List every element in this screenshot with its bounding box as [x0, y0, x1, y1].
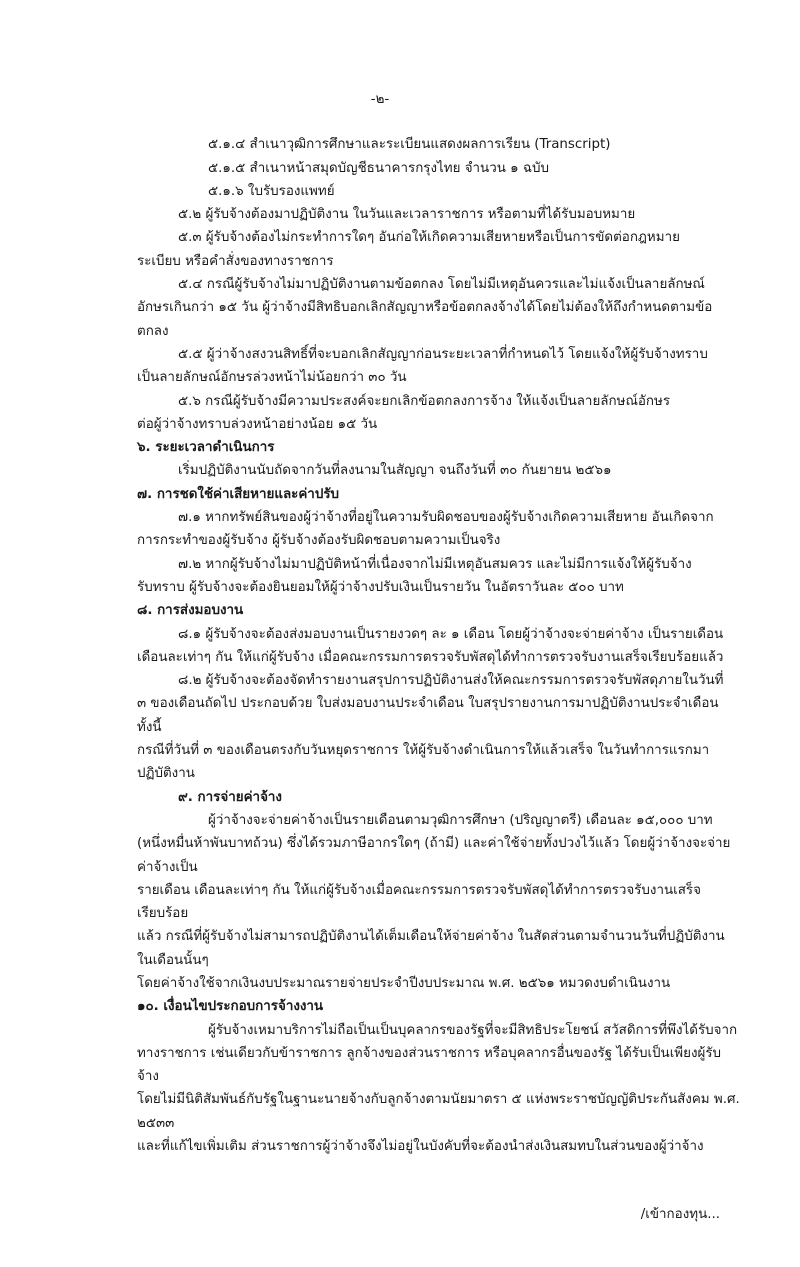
continuation-note: /เข้ากองทุน... — [640, 1207, 720, 1223]
section-10-p1: ผู้รับจ้างเหมาบริการไม่ถือเป็นเป็นบุคลากรของรัฐที่จะมีสิทธิประโยชน์ สวัสดิการที่พึงได้รับจาก — [208, 1022, 738, 1038]
item-7-2: ๗.๒ หากผู้รับจ้างไม่มาปฏิบัติหน้าที่เนื่องจากไม่มีเหตุอันสมควร และไม่มีการแจ้งให้ผู้รับจ้าง — [178, 556, 692, 572]
item-5-3: ๕.๓ ผู้รับจ้างต้องไม่กระทำการใดๆ อันก่อให้เกิดความเสียหายหรือเป็นการขัดต่อกฎหมาย — [178, 230, 680, 246]
section-9-p3: รายเดือน เดือนละเท่าๆ กัน ให้แก่ผู้รับจ้างเมื่อคณะกรรมการตรวจรับพัสดุได้ทำการตรวจรับงานเสร็จเรียบร้อย — [137, 882, 701, 922]
heading-7: ๗. การชดใช้ค่าเสียหายและค่าปรับ — [137, 486, 340, 502]
item-5-4: ๕.๔ กรณีผู้รับจ้างไม่มาปฏิบัติงานตามข้อตกลง โดยไม่มีเหตุอันควรและไม่แจ้งเป็นลายลักษณ์ — [178, 277, 705, 293]
item-5-6-cont: ต่อผู้ว่าจ้างทราบล่วงหน้าอย่างน้อย ๑๕ วัน — [137, 416, 378, 432]
item-5-3-cont: ระเบียบ หรือคำสั่งของทางราชการ — [137, 253, 334, 269]
section-9-p1: ผู้ว่าจ้างจะจ่ายค่าจ้างเป็นรายเดือนตามวุฒิการศึกษา (ปริญญาตรี) เดือนละ ๑๕,๐๐๐ บาท — [208, 812, 713, 828]
item-5-5-cont: เป็นลายลักษณ์อักษรล่วงหน้าไม่น้อยกว่า ๓๐ วัน — [137, 370, 407, 386]
item-8-2-cont3: ปฏิบัติงาน — [137, 766, 195, 782]
section-9-p5: โดยค่าจ้างใช้จากเงินงบประมาณรายจ่ายประจำปีงบประมาณ พ.ศ. ๒๕๖๑ หมวดงบดำเนินงาน — [137, 975, 671, 991]
page-number: -๒- — [370, 92, 390, 107]
item-8-2: ๘.๒ ผู้รับจ้างจะต้องจัดทำรายงานสรุปการปฏิบัติงานส่งให้คณะกรรมการตรวจรับพัสดุภายในวันที่ — [178, 673, 724, 689]
heading-9: ๙. การจ่ายค่าจ้าง — [178, 789, 282, 805]
section-10-p3: โดยไม่มีนิติสัมพันธ์กับรัฐในฐานะนายจ้างกับลูกจ้างตามนัยมาตรา ๕ แห่งพระราชบัญญัติประกันสังคม พ.ศ. ๒๕๓๓ — [137, 1092, 740, 1131]
item-5-5: ๕.๕ ผู้ว่าจ้างสงวนสิทธิ์ที่จะบอกเลิกสัญญาก่อนระยะเวลาที่กำหนดไว้ โดยแจ้งให้ผู้รับจ้างทราบ — [178, 346, 708, 362]
heading-8: ๘. การส่งมอบงาน — [137, 603, 244, 619]
item-7-1: ๗.๑ หากทรัพย์สินของผู้ว่าจ้างที่อยู่ในความรับผิดชอบของผู้รับจ้างเกิดความเสียหาย อันเกิดจาก — [178, 510, 714, 526]
item-7-2-cont: รับทราบ ผู้รับจ้างจะต้องยินยอมให้ผู้ว่าจ้างปรับเงินเป็นรายวัน ในอัตราวันละ ๕๐๐ บาท — [137, 579, 624, 595]
item-5-6: ๕.๖ กรณีผู้รับจ้างมีความประสงค์จะยกเลิกข้อตกลงการจ้าง ให้แจ้งเป็นลายลักษณ์อักษร — [178, 393, 671, 409]
item-8-1: ๘.๑ ผู้รับจ้างจะต้องส่งมอบงานเป็นรายงวดๆ ละ ๑ เดือน โดยผู้ว่าจ้างจะจ่ายค่าจ้าง เป็นรายเดือน — [178, 626, 724, 642]
section-10-p4: และที่แก้ไขเพิ่มเติม ส่วนราชการผู้ว่าจ้างจึงไม่อยู่ในบังคับที่จะต้องนำส่งเงินสมทบในส่วนของผู้ว่าจ้าง — [137, 1139, 704, 1155]
item-5-1-6: ๕.๑.๖ ใบรับรองแพทย์ — [208, 183, 335, 199]
item-8-1-cont: เดือนละเท่าๆ กัน ให้แก่ผู้รับจ้าง เมื่อคณะกรรมการตรวจรับพัสดุได้ทำการตรวจรับงานเสร็จเรียบร้อยแล้ว — [137, 649, 724, 665]
item-8-2-cont1: ๓ ของเดือนถัดไป ประกอบด้วย ใบส่งมอบงานประจำเดือน ใบสรุปรายงานการมาปฏิบัติงานประจำเดือน ทั้งนี้ — [137, 696, 719, 735]
item-7-1-cont: การกระทำของผู้รับจ้าง ผู้รับจ้างต้องรับผิดชอบตามความเป็นจริง — [137, 533, 501, 549]
item-5-1-4: ๕.๑.๔ สำเนาวุฒิการศึกษาและระเบียนแสดงผลการเรียน (Transcript) — [208, 137, 611, 153]
section-10-p2: ทางราชการ เช่นเดียวกับข้าราชการ ลูกจ้างของส่วนราชการ หรือบุคลากรอื่นของรัฐ ได้รับเป็นเพียงผู้รับจ้าง — [137, 1045, 722, 1085]
section-6-text: เริ่มปฏิบัติงานนับถัดจากวันที่ลงนามในสัญญา จนถึงวันที่ ๓๐ กันยายน ๒๕๖๑ — [178, 463, 612, 479]
heading-6: ๖. ระยะเวลาดำเนินการ — [137, 440, 275, 456]
heading-10: ๑๐. เงื่อนไขประกอบการจ้างงาน — [137, 999, 324, 1015]
section-9-p2: (หนึ่งหมื่นห้าพันบาทถ้วน) ซึ่งได้รวมภาษีอากรใดๆ (ถ้ามี) และค่าใช้จ่ายทั้งปวงไว้แล้ว โดยผู้ว่าจ้างจะจ่ายค่าจ้างเป็น — [137, 836, 731, 875]
item-5-1-5: ๕.๑.๕ สำเนาหน้าสมุดบัญชีธนาคารกรุงไทย จำนวน ๑ ฉบับ — [208, 160, 550, 176]
item-5-2: ๕.๒ ผู้รับจ้างต้องมาปฏิบัติงาน ในวันและเวลาราชการ หรือตามที่ได้รับมอบหมาย — [178, 207, 636, 223]
item-5-4-cont: อักษรเกินกว่า ๑๕ วัน ผู้ว่าจ้างมีสิทธิบอกเลิกสัญญาหรือข้อตกลงจ้างได้โดยไม่ต้องให้ถึงกำหนดตามข้อตกลง — [137, 300, 713, 339]
item-8-2-cont2: กรณีที่วันที่ ๓ ของเดือนตรงกับวันหยุดราชการ ให้ผู้รับจ้างดำเนินการให้แล้วเสร็จ ในวันทำการแรกมา — [137, 743, 710, 759]
section-9-p4: แล้ว กรณีที่ผู้รับจ้างไม่สามารถปฏิบัติงานได้เต็มเดือนให้จ่ายค่าจ้าง ในสัดส่วนตามจำนวนวันที่ปฏิบัติงานในเดือนนั้นๆ — [137, 929, 725, 968]
